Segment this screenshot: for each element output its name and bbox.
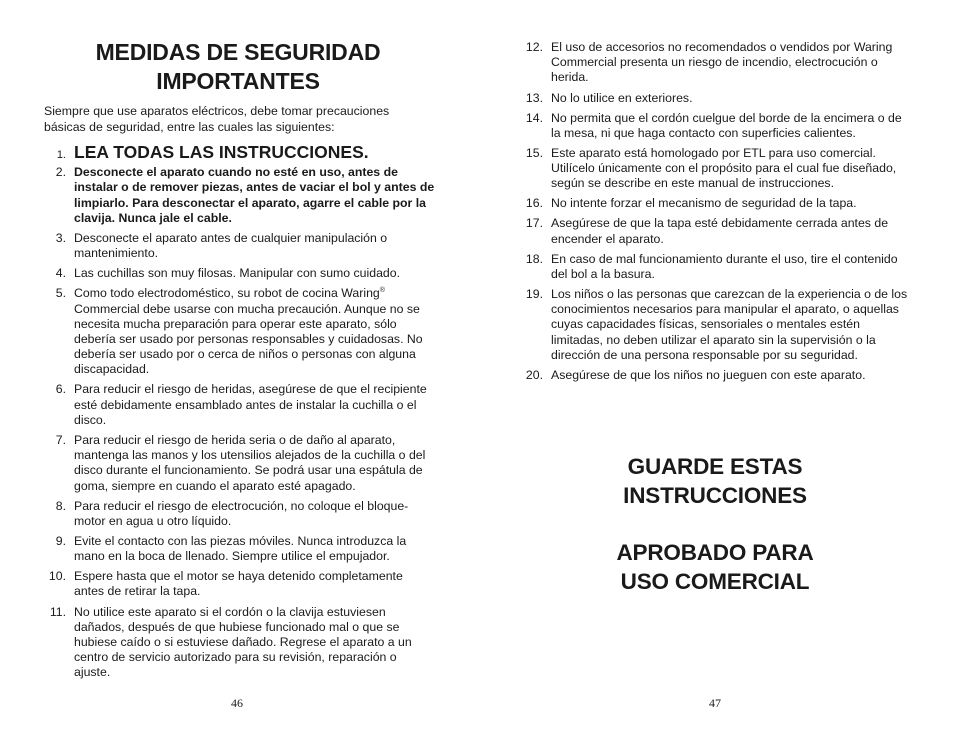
right-page (477, 0, 954, 738)
item-number: 9. (55, 533, 66, 548)
list-item (40, 142, 436, 163)
item-number: 20. (525, 367, 543, 382)
item-text: LEA TODAS LAS INSTRUCCIONES. (74, 142, 369, 162)
page-number-right: 47 (709, 696, 721, 710)
list-item (40, 569, 436, 599)
item-number: 5. (55, 286, 66, 301)
item-number: 3. (55, 230, 66, 245)
item-number: 6. (55, 382, 66, 397)
list-item (40, 433, 436, 494)
registered-mark: ® (379, 287, 385, 295)
item-number: 2. (55, 165, 66, 180)
spacer (521, 510, 909, 538)
title-line-2: IMPORTANTES (156, 68, 320, 94)
item-text: No utilice este aparato si el cordón o la clavija estuviesen dañados, después de que hubiese funcionado mal o que se hubiese caído o si estuviese dañado. Regrese el aparato a un centro de servicio autorizado para su revisión, reparación o ajuste. (74, 604, 412, 680)
item-number: 8. (55, 498, 66, 513)
list-item (40, 499, 436, 529)
closing-headings (521, 452, 909, 596)
item-number: 18. (525, 251, 543, 266)
item-number: 16. (525, 196, 543, 211)
page-title (42, 38, 434, 96)
item-text (74, 286, 436, 377)
item-number: 15. (525, 145, 543, 160)
item-number: 1. (56, 149, 66, 161)
intro-paragraph: Siempre que use aparatos eléctricos, debe tomar precauciones básicas de seguridad, entre las cuales las siguientes: (44, 104, 390, 134)
closing-line-3: APROBADO PARA (616, 540, 814, 565)
item-text: Asegúrese de que la tapa esté debidamente cerrada antes de encender el aparato. (551, 216, 889, 246)
page-number-left: 46 (231, 696, 243, 710)
item-number: 7. (55, 432, 66, 447)
item-number: 12. (525, 40, 543, 54)
item-number: 4. (55, 266, 66, 281)
list-item (40, 165, 436, 226)
list-item (517, 287, 913, 363)
item-text: No intente forzar el mecanismo de seguridad de la tapa. (551, 196, 857, 211)
safety-list-left (40, 142, 436, 685)
list-item (517, 368, 913, 383)
item-text: Las cuchillas son muy filosas. Manipular con sumo cuidado. (74, 266, 401, 281)
item-text: No permita que el cordón cuelgue del borde de la encimera o de la mesa, ni que haga contacto con superficies calientes. (551, 110, 902, 140)
item-text: Desconecte el aparato antes de cualquier manipulación o mantenimiento. (74, 230, 388, 261)
list-item (40, 382, 436, 428)
item-text: No lo utilice en exteriores. (551, 90, 693, 105)
item-text: Asegúrese de que los niños no jueguen con este aparato. (551, 367, 866, 382)
item-text: En caso de mal funcionamiento durante el uso, tire el contenido del bol a la basura. (551, 251, 898, 281)
list-item (517, 91, 913, 106)
closing-line-1: GUARDE ESTAS (627, 454, 803, 479)
item-text: Para reducir el riesgo de electrocución, no coloque el bloque-motor en agua u otro líquido. (74, 498, 409, 528)
item-number: 14. (525, 110, 543, 125)
item-text: Para reducir el riesgo de heridas, asegúrese de que el recipiente esté debidamente ensamblado antes de instalar la cuchilla o el disco. (74, 382, 427, 427)
item-text-part-a: Como todo electrodoméstico, su robot de cocina Waring (74, 286, 380, 301)
list-item (40, 286, 436, 377)
list-item (40, 266, 436, 281)
item-text: El uso de accesorios no recomendados o vendidos por Waring Commercial presenta un riesgo de incendio, electrocución o herida. (551, 40, 893, 85)
closing-line-2: INSTRUCCIONES (623, 483, 807, 508)
item-text-part-b: Commercial debe usarse con mucha precaución. Aunque no se necesita mucha preparación para operar este aparato, sólo debería ser usado por personas responsables y cuidadosas. No debería ser usado por o cerca de niños o personas con alguna discapacidad. (74, 301, 423, 377)
list-item (40, 605, 436, 681)
list-item (40, 534, 436, 564)
item-number: 19. (525, 287, 543, 302)
safety-list-right (517, 40, 913, 388)
item-number: 10. (48, 569, 66, 584)
item-text: Espere hasta que el motor se haya detenido completamente antes de retirar la tapa. (74, 569, 403, 599)
list-item (517, 146, 913, 192)
item-text: Este aparato está homologado por ETL para uso comercial. Utilícelo únicamente con el propósito para el cual fue diseñado, según se describe en este manual de instrucciones. (551, 145, 897, 191)
list-item (40, 231, 436, 261)
item-text: Para reducir el riesgo de herida seria o de daño al aparato, mantenga las manos y los utensilios alejados de la cuchilla o del disco durante el funcionamiento. Se podrá usar una espátula de goma, siempre en cuando el aparato esté apagado. (74, 432, 426, 493)
list-item (517, 40, 913, 86)
item-number: 13. (525, 90, 543, 105)
item-number: 11. (49, 604, 66, 619)
list-item (517, 252, 913, 282)
list-item (517, 111, 913, 141)
item-text: Desconecte el aparato cuando no esté en uso, antes de instalar o de remover piezas, antes de vaciar el bol y antes de limpiarlo. Para desconectar el aparato, agarre el cable por la clavija. Nunca jale el cable. (74, 165, 435, 225)
item-number: 17. (525, 216, 543, 231)
list-item (517, 216, 913, 246)
title-line-1: MEDIDAS DE SEGURIDAD (95, 39, 381, 65)
closing-line-4: USO COMERCIAL (620, 569, 810, 594)
list-item (517, 196, 913, 211)
item-text: Evite el contacto con las piezas móviles. Nunca introduzca la mano en la boca de llenado. Siempre utilice el empujador. (74, 533, 407, 564)
item-text: Los niños o las personas que carezcan de la experiencia o de los conocimientos necesarios para manipular el aparato, o aquellas cuyas capacidades físicas, sensoriales o mentales estén limitadas, no deben utilizar el aparato sin la supervisión o la dirección de una persona responsable por su seguridad. (551, 287, 908, 362)
